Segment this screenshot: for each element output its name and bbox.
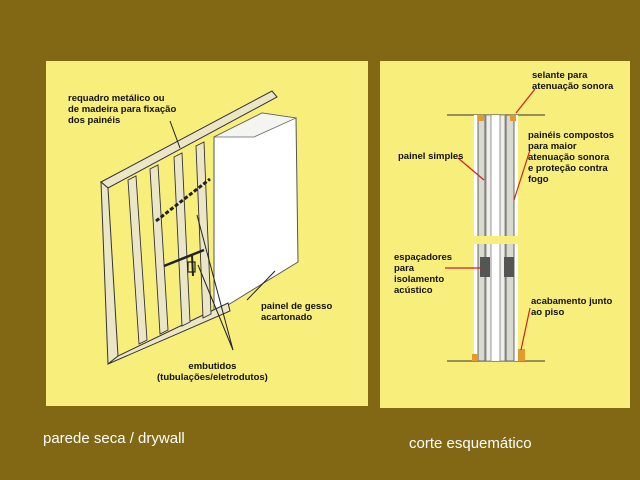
spacer	[504, 257, 514, 277]
sealant-bottom	[472, 354, 478, 361]
caption-drywall: parede seca / drywall	[43, 430, 185, 447]
label-frame: requadro metálico ou de madeira para fixação dos painéis	[68, 93, 177, 126]
floor-finish	[518, 349, 525, 361]
label-embedded: embutidos (tubulações/eletrodutos)	[157, 361, 268, 383]
label-composite-panels: painéis compostos para maior atenuação sonora e proteção contra fogo	[528, 130, 615, 185]
label-spacers: espaçadores para isolamento acústico	[394, 252, 453, 296]
label-simple-panel: painel simples	[398, 151, 464, 162]
section-break	[470, 236, 522, 244]
sealant-top	[510, 115, 516, 121]
caption-section: corte esquemático	[409, 435, 532, 452]
pointer-sealant	[516, 89, 535, 113]
label-sealant: selante para atenuação sonora	[532, 70, 614, 92]
pointer-finish	[521, 308, 530, 350]
label-floor-finish: acabamento junto ao piso	[531, 296, 613, 318]
sealant-top	[478, 115, 484, 121]
label-gypsum-board: painel de gesso acartonado	[261, 301, 333, 323]
spacer	[480, 257, 490, 277]
